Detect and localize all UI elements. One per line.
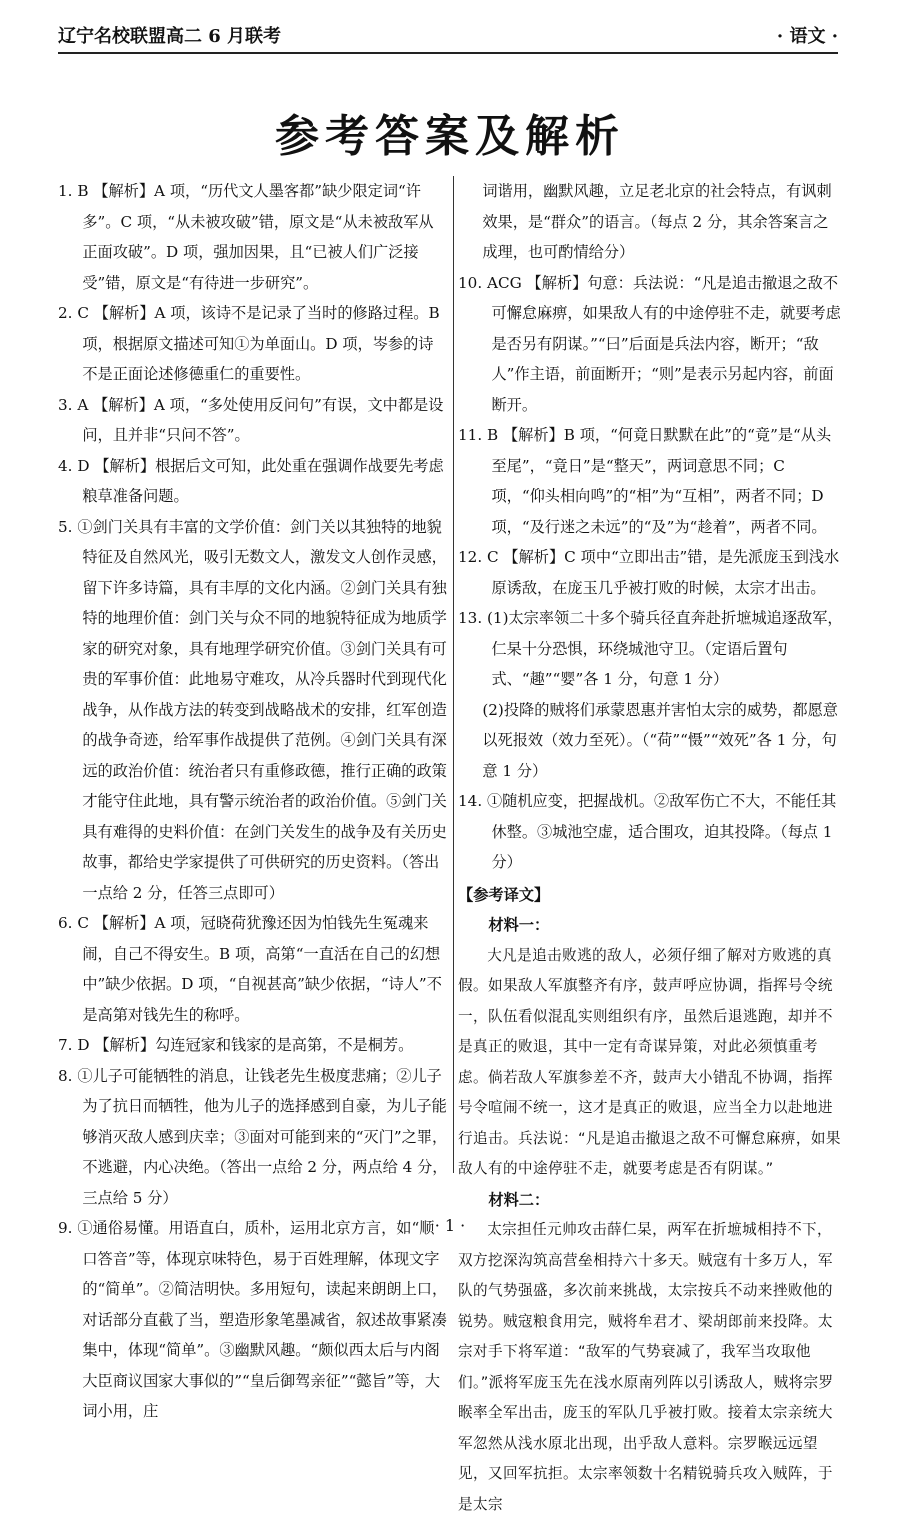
answer-item-11: 11. B 【解析】B 项，“何竟日默默在此”的“竟”是“从头至尾”，“竟日”是“整天”，两词意思不同；C 项，“仰头相向鸣”的“相”为“互相”，两者不同；D 项，“及行迷之未远”的“及”为“趁着”，两者不同。 (458, 426, 832, 536)
reference-heading: 【参考译文】 (458, 885, 550, 904)
right-column (458, 176, 843, 1520)
answer-item-2: 2. C 【解析】A 项，该诗不是记录了当时的修路过程。B 项，根据原文描述可知①为单面山。D 项，岑参的诗不是正面论述修德重仁的重要性。 (58, 304, 440, 383)
page-title: 参考答案及解析 (275, 111, 625, 162)
answer-item-3: 3. A 【解析】A 项，“多处使用反问句”有误，文中都是设问，且并非“只问不答”。 (58, 395, 444, 444)
material-1-title: 材料一： (488, 916, 550, 934)
material-1-text: 大凡是追击败逃的敌人，必须仔细了解对方败逃的真假。如果敌人军旗整齐有序，鼓声呼应协调，指挥号令统一，队伍看似混乱实则组织有序，虽然后退逃跑，却并不是真正的败退，其中一定有奇谋异策，对此必须慎重考虑。倘若敌人军旗参差不齐，鼓声大小错乱不协调，指挥号令喧闹不统一，这才是真正的败退，应当全力以赴地进行追击。兵法说：“凡是追击撤退之敌不可懈怠麻痹，如果敌人有的中途停驻不走，就要考虑是否有阴谋。” (458, 946, 841, 1177)
answer-item-10: 10. ACG 【解析】句意：兵法说：“凡是追击撤退之敌不可懈怠麻痹，如果敌人有的中途停驻不走，就要考虑是否另有阴谋。”“曰”后面是兵法内容，断开；“敌人”作主语，前面断开；“则”是表示另起内容，前面断开。 (458, 273, 841, 414)
material-2-title: 材料二： (488, 1190, 550, 1209)
answer-item-4: 4. D 【解析】根据后文可知，此处重在强调作战要先考虑粮草准备问题。 (58, 456, 444, 505)
header-subject: · 语文 · (776, 26, 838, 47)
answer-item-13-1: 13. (1)太宗率领二十多个骑兵径直奔赴折墌城追逐敌军，仁杲十分恐惧，环绕城池守卫。（定语后置句式、“趣”“婴”各 1 分，句意 1 分） (458, 609, 843, 688)
answer-item-12: 12. C 【解析】C 项中“立即出击”错，是先派庞玉到浅水原诱敌，在庞玉几乎被打败的时候，太宗才出击。 (458, 548, 840, 597)
answer-item-13-2: (2)投降的贼将们承蒙恩惠并害怕太宗的威势，都愿意以死报效（效力至死）。（“荷”“慑”“效死”各 1 分，句意 1 分） (482, 700, 838, 780)
page-number: · 1 · (434, 1216, 466, 1235)
answer-item-7: 7. D 【解析】勾连冠家和钱家的是高第，不是桐芳。 (58, 1036, 414, 1054)
answer-item-8: 8. ①儿子可能牺牲的消息，让钱老先生极度悲痛；②儿子为了抗日而牺牲，他为儿子的选择感到自豪，为儿子能够消灭敌人感到庆幸；③面对可能到来的“灭门”之罪，不逃避，内心决绝。（答出一点给 2 分，两点给 4 分，三点给 5 分） (58, 1066, 448, 1207)
header-exam-name: 辽宁名校联盟高二 6 月联考 (58, 26, 282, 47)
answer-item-1: 1. B 【解析】A 项，“历代文人墨客都”缺少限定词“许多”。C 项，“从未被攻破”错，原文是“从未被敌军从正面攻破”。D 项，强加因果，且“已被人们广泛接受”错，原文是“有待进一步研究”。 (58, 182, 434, 292)
answer-item-9: 9. ①通俗易懂。用语直白，质朴，运用北京方言，如“顺口答音”等，体现京味特色，易于百姓理解，体现文字的“简单”。②简洁明快。多用短句，读起来朗朗上口，对话部分直截了当，塑造形象笔墨减省，叙述故事紧凑集中，体现“简单”。③幽默风趣。“颇似西太后与内阁大臣商议国家大事似的”“皇后御驾亲征”“懿旨”等，大词小用，庄 (58, 1219, 448, 1420)
left-column (58, 176, 448, 1427)
answer-item-6: 6. C 【解析】A 项，冠晓荷犹豫还因为怕钱先生冤魂来闹，自己不得安生。B 项，高第“一直活在自己的幻想中”缺少依据。D 项，“自视甚高”缺少依据，“诗人”不是高第对钱先生的称呼。 (58, 914, 442, 1024)
answer-item-5: 5. ①剑门关具有丰富的文学价值：剑门关以其独特的地貌特征及自然风光，吸引无数文人，激发文人创作灵感，留下许多诗篇，具有丰厚的文化内涵。②剑门关具有独特的地理价值：剑门关与众不同的地貌特征成为地质学家的研究对象，具有地理学研究价值。③剑门关具有可贵的军事价值：此地易守难攻，从冷兵器时代到现代化战争，从作战方法的转变到战略战术的安排，红军创造的战争奇迹，给军事作战提供了范例。④剑门关具有深远的政治价值：统治者只有重修政德，推行正确的政策才能守住此地，具有警示统治者的政治价值。⑤剑门关具有难得的史料价值：在剑门关发生的战争及有关历史故事，都给史学家提供了可供研究的历史资料。（答出一点给 2 分，任答三点即可） (58, 517, 447, 902)
answer-item-14: 14. ①随机应变，把握战机。②敌军伤亡不大，不能任其休整。③城池空虚，适合围攻，迫其投降。（每点 1 分） (458, 792, 837, 871)
column-divider (453, 176, 454, 1173)
answer-item-9-cont: 词谐用，幽默风趣，立足老北京的社会特点，有讽刺效果，是“群众”的语言。（每点 2 分，其余答案言之成理，也可酌情给分） (482, 182, 832, 261)
material-2-text: 太宗担任元帅攻击薛仁杲，两军在折墌城相持不下，双方挖深沟筑高营垒相持六十多天。贼寇有十多万人，军队的气势强盛，多次前来挑战，太宗按兵不动来挫败他的锐势。贼寇粮食用完，贼将牟君才、梁胡郎前来投降。太宗对手下将军道：“敌军的气势衰减了，我军当攻取他们。”派将军庞玉先在浅水原南列阵以引诱敌人，贼将宗罗睺率全军出击，庞玉的军队几乎被打败。接着太宗亲统大军忽然从浅水原北出现，出乎敌人意料。宗罗睺远远望见，又回军抗拒。太宗率领数十名精锐骑兵攻入贼阵，于是太宗 (458, 1221, 834, 1513)
page-header (58, 22, 838, 54)
